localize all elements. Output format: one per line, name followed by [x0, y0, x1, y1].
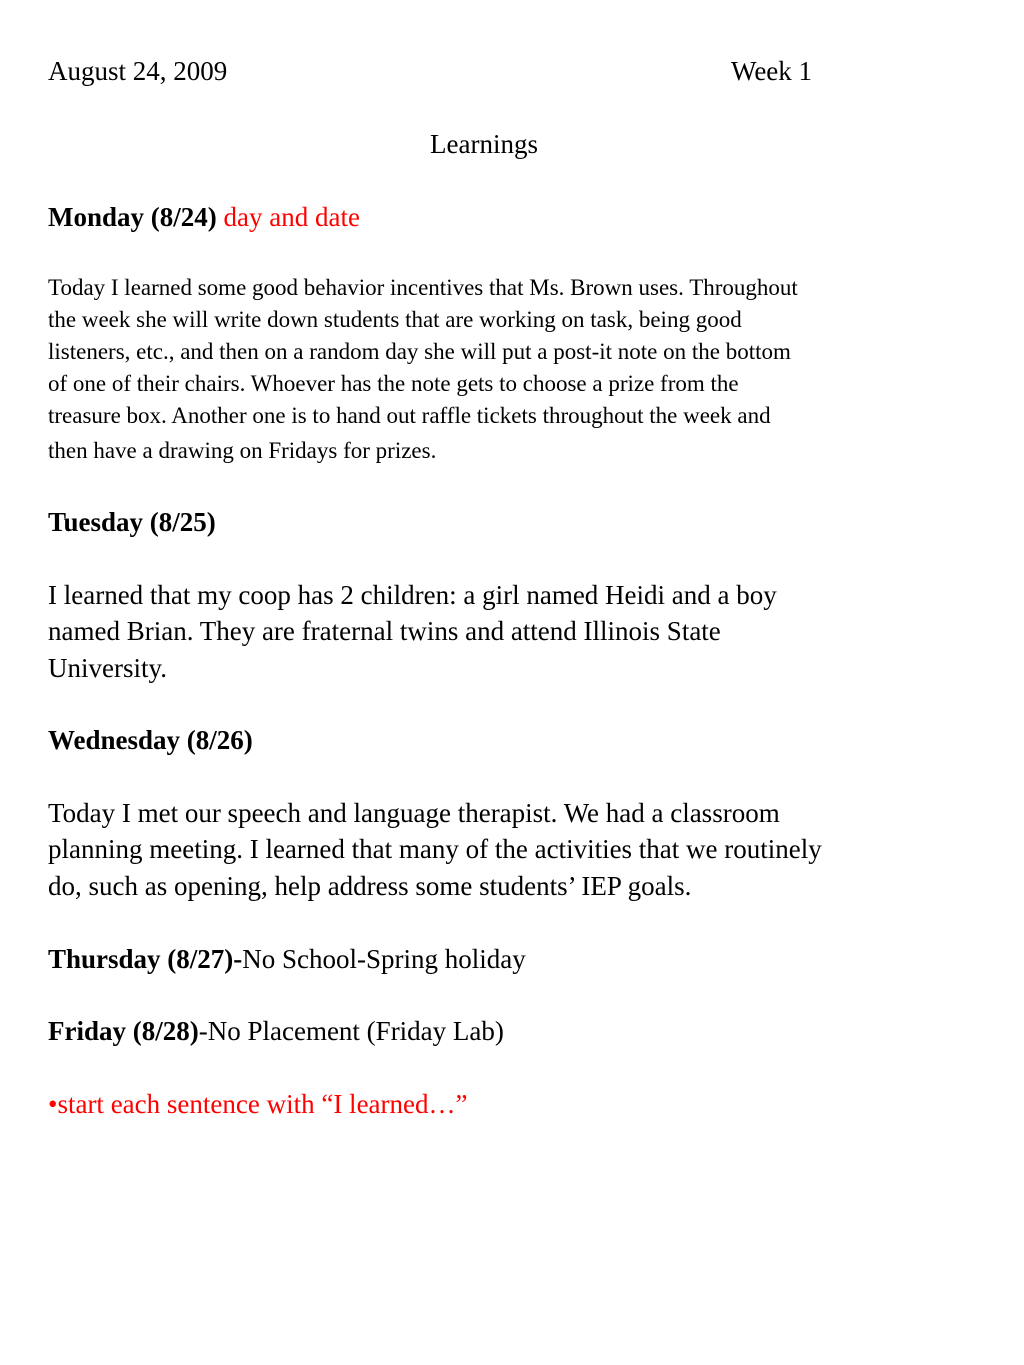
monday-heading: Monday (8/24) — [48, 202, 217, 232]
monday-text-line: listeners, etc., and then on a random day she will put a post-it note on the bottom — [48, 339, 791, 364]
thursday-heading: Thursday (8/27)- — [48, 944, 243, 974]
reminder-line — [48, 1086, 468, 1122]
document-date: August 24, 2009 — [48, 56, 228, 86]
tuesday-text-line: named Brian. They are fraternal twins and attend Illinois State — [48, 616, 721, 646]
monday-heading-line — [48, 199, 360, 235]
tuesday-text-line: I learned that my coop has 2 children: a girl named Heidi and a boy — [48, 580, 777, 610]
tuesday-heading: Tuesday (8/25) — [48, 507, 216, 537]
monday-note: day and date — [223, 202, 360, 232]
wednesday-text-line: planning meeting. I learned that many of the activities that we routinely — [48, 834, 822, 864]
monday-text-line: treasure box. Another one is to hand out raffle tickets throughout the week and — [48, 403, 771, 428]
friday-text: -No Placement (Friday Lab) — [198, 1016, 504, 1046]
week-label: Week 1 — [731, 56, 813, 86]
wednesday-text-line: do, such as opening, help address some students’ IEP goals. — [48, 871, 692, 901]
monday-text-line: the week she will write down students that are working on task, being good — [48, 307, 742, 332]
monday-text-line: of one of their chairs. Whoever has the note gets to choose a prize from the — [48, 371, 739, 396]
reminder-text: start each sentence with “I learned…” — [57, 1089, 468, 1119]
friday-line — [48, 1013, 504, 1049]
wednesday-heading: Wednesday (8/26) — [48, 725, 253, 755]
page-title: Learnings — [430, 129, 538, 159]
bullet-icon: • — [48, 1089, 58, 1119]
tuesday-text-line: University. — [48, 653, 167, 683]
thursday-line — [48, 941, 526, 977]
monday-text-line: then have a drawing on Fridays for prizes. — [48, 438, 437, 463]
thursday-text: No School-Spring holiday — [242, 944, 526, 974]
wednesday-text-line: Today I met our speech and language therapist. We had a classroom — [48, 798, 780, 828]
monday-text-line: Today I learned some good behavior incentives that Ms. Brown uses. Throughout — [48, 275, 798, 300]
friday-heading: Friday (8/28) — [48, 1016, 199, 1046]
